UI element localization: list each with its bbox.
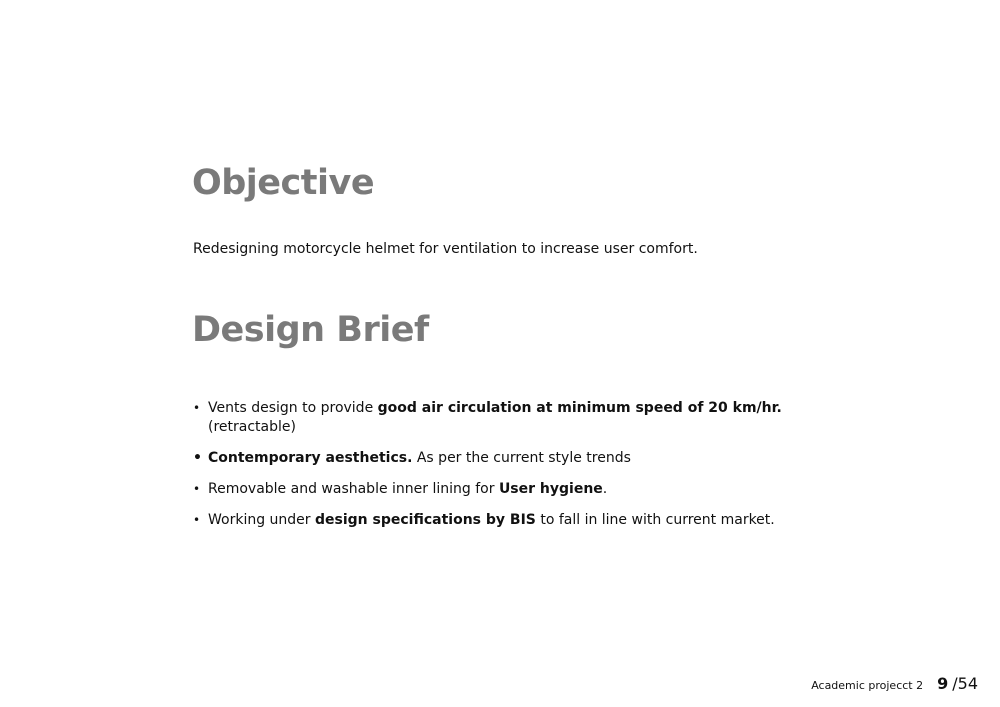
- page-total: /54: [952, 674, 978, 693]
- bullet-icon: •: [193, 450, 202, 466]
- page-number: 9: [937, 674, 949, 693]
- bullet-icon: •: [193, 482, 201, 496]
- page-footer: [811, 674, 978, 693]
- list-item: • Working under design specifications by BIS to fall in line with current market.: [193, 512, 775, 528]
- design-brief-list: [193, 399, 793, 542]
- list-item: • Removable and washable inner lining for User hygiene.: [193, 481, 608, 497]
- objective-heading: Objective: [192, 163, 375, 203]
- list-item: • Contemporary aesthetics. As per the current style trends: [193, 450, 631, 466]
- objective-text: Redesigning motorcycle helmet for ventilation to increase user comfort.: [193, 241, 698, 257]
- design-brief-heading: Design Brief: [192, 310, 429, 350]
- bullet-icon: •: [193, 401, 201, 415]
- project-label: Academic projecct 2: [811, 679, 924, 692]
- list-item: • Vents design to provide good air circulation at minimum speed of 20 km/hr. (retractable): [193, 400, 782, 435]
- bullet-icon: •: [193, 513, 201, 527]
